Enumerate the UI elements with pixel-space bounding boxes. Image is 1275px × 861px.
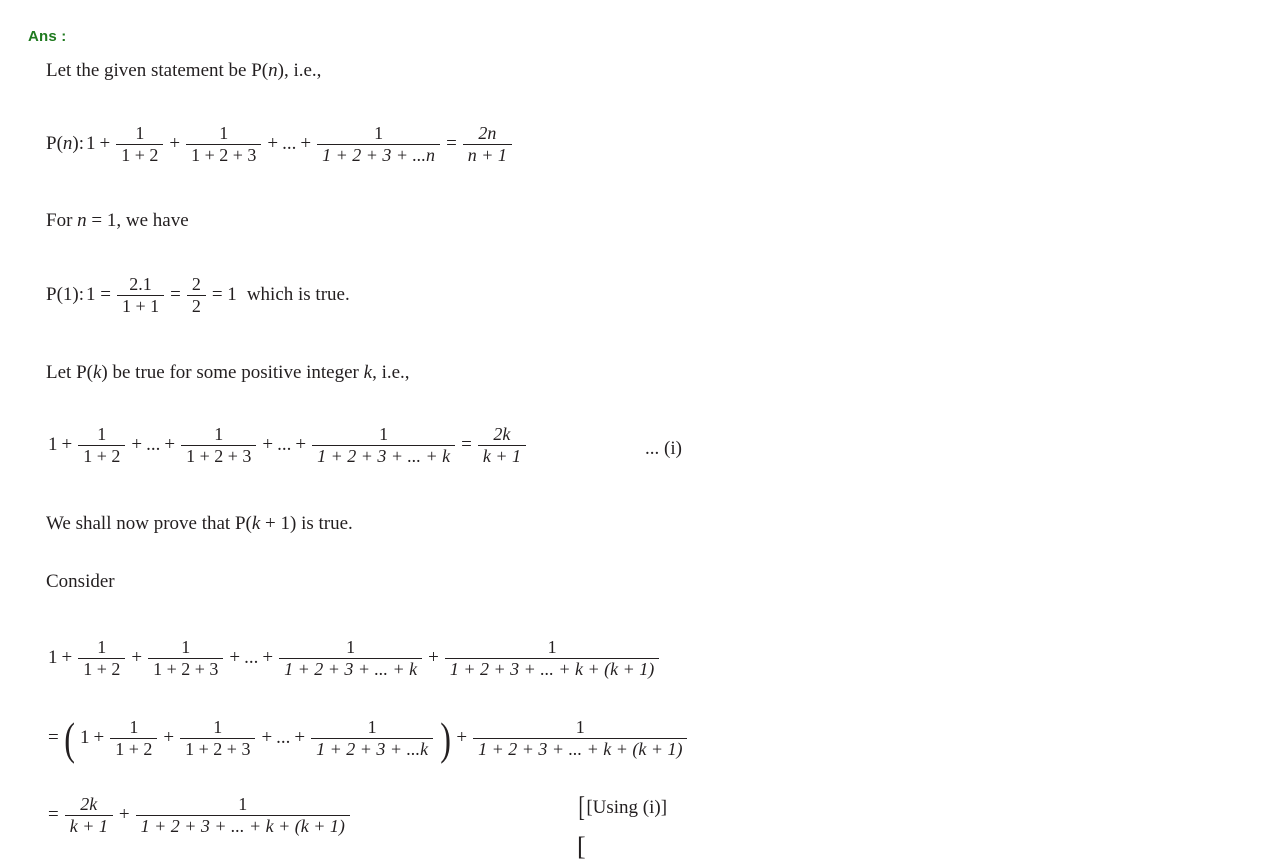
pk-assumption-line [46, 362, 410, 384]
expand-one: 1 [48, 647, 58, 669]
ellipsis-3: ... [277, 434, 292, 456]
p1-lhs: 1 = [86, 284, 111, 306]
for-n-equals-1-line [46, 210, 189, 232]
plus-17: + [261, 727, 273, 749]
plus-11: + [131, 647, 143, 669]
fraction-1-over-1plus2 [78, 425, 125, 466]
fraction-2n-over-nplus1 [463, 124, 512, 165]
frac-den: 1 + 2 [116, 144, 163, 165]
pk-text-3: , i.e., [372, 362, 410, 383]
frac-num: 1 [379, 424, 389, 444]
fraction-1-over-sum-kplus1 [445, 638, 659, 679]
ellipsis-2: ... [146, 434, 161, 456]
fraction-1-over-sum-kplus1 [473, 718, 687, 759]
fraction-1-over-1plus2 [116, 124, 163, 165]
plus-15: + [93, 727, 105, 749]
clipped-bracket-icon: [ [577, 832, 586, 861]
prove-text-1: We shall now prove that P( [46, 513, 252, 534]
equation-expand-line3 [46, 795, 354, 836]
expand2-one: 1 [80, 727, 90, 749]
intro-line [46, 60, 321, 82]
equals-4: = [48, 727, 59, 749]
frac-num: 1 [219, 123, 229, 143]
frac-num: 1 [181, 637, 191, 657]
variable-k: k [92, 362, 102, 383]
frac-den: k + 1 [65, 815, 113, 836]
frac-den: 1 + 2 + 3 + ... + k [279, 658, 422, 679]
ellipsis-5: ... [276, 727, 291, 749]
frac-den: n + 1 [463, 144, 512, 165]
open-paren: ( [64, 712, 75, 764]
frac-num: 2k [80, 794, 98, 814]
frac-num: 1 [97, 424, 107, 444]
prove-text-2: + 1) is true. [260, 513, 353, 534]
p1-trailing-text: which is true. [246, 284, 350, 306]
frac-num: 2 [191, 274, 201, 294]
frac-den: 1 + 2 + 3 + ... + k [312, 445, 455, 466]
frac-den: 1 + 2 + 3 [180, 738, 255, 759]
fraction-1-over-1plus2plus3 [186, 124, 261, 165]
fraction-1-over-sum-n [317, 124, 440, 165]
prove-line [46, 513, 353, 535]
frac-den: 1 + 2 + 3 + ...k [311, 738, 433, 759]
fraction-2point1-over-1plus1 [117, 275, 164, 316]
fraction-1-over-1plus2plus3 [181, 425, 256, 466]
frac-num: 1 [374, 123, 384, 143]
frac-den: 1 + 2 [78, 658, 125, 679]
plus-14: + [428, 647, 439, 669]
equation-expand-line1 [46, 638, 663, 679]
fraction-1-over-sum-k [312, 425, 455, 466]
plus-20: + [118, 804, 130, 826]
equals-5: = [48, 804, 59, 826]
fraction-1-over-sum-kplus1 [136, 795, 350, 836]
frac-num: 2k [493, 424, 511, 444]
frac-num: 1 [97, 637, 107, 657]
plus-7: + [164, 434, 176, 456]
using-i-note [577, 792, 668, 823]
frac-num: 1 [575, 717, 585, 737]
fraction-1-over-1plus2 [78, 638, 125, 679]
frac-num: 1 [346, 637, 356, 657]
frac-num: 1 [135, 123, 145, 143]
fraction-1-over-1plus2plus3 [148, 638, 223, 679]
intro-text-before: Let the given statement be P( [46, 60, 269, 81]
frac-num: 1 [238, 794, 248, 814]
plus-1: + [99, 133, 111, 155]
equation-expand-line2 [46, 712, 691, 764]
plus-5: + [61, 434, 73, 456]
variable-n: n [268, 60, 278, 81]
equation-pn [46, 124, 516, 165]
frac-den: 1 + 2 + 3 + ... + k + (k + 1) [445, 658, 659, 679]
p1-result: = 1 [211, 284, 237, 306]
fraction-2k-over-kplus1 [65, 795, 113, 836]
pk-one: 1 [48, 434, 58, 456]
frac-den: 1 + 2 [78, 445, 125, 466]
plus-4: + [300, 133, 312, 155]
frac-num: 1 [547, 637, 557, 657]
frac-den: k + 1 [478, 445, 526, 466]
frac-den: 1 + 1 [117, 295, 164, 316]
consider-line: Consider [46, 571, 115, 592]
equals-3: = [461, 434, 472, 456]
plus-13: + [262, 647, 274, 669]
variable-n: n [77, 210, 87, 231]
fraction-1-over-1plus2 [110, 718, 157, 759]
fraction-2-over-2 [187, 275, 206, 316]
pk-text-2: ) be true for some positive integer [101, 362, 364, 383]
pk-text-1: Let P( [46, 362, 93, 383]
frac-den: 1 + 2 + 3 [186, 144, 261, 165]
variable-k-3: k [251, 513, 261, 534]
ellipsis-1: ... [282, 133, 297, 155]
equation-p1 [46, 275, 352, 316]
equals-1: = [446, 133, 457, 155]
for-text: For [46, 210, 78, 231]
frac-den: 1 + 2 + 3 [148, 658, 223, 679]
frac-num: 2n [478, 123, 497, 143]
fraction-1-over-sum-k [279, 638, 422, 679]
frac-den: 1 + 2 + 3 + ... + k + (k + 1) [136, 815, 350, 836]
frac-den: 1 + 2 + 3 + ...n [317, 144, 440, 165]
frac-den: 2 [187, 295, 206, 316]
frac-num: 2.1 [129, 274, 152, 294]
equation-tag-i: ... (i) [645, 438, 682, 459]
clipped-bottom-row [0, 832, 1275, 861]
plus-9: + [295, 434, 307, 456]
frac-den: 1 + 2 + 3 [181, 445, 256, 466]
frac-num: 1 [214, 424, 224, 444]
plus-6: + [131, 434, 143, 456]
plus-12: + [229, 647, 241, 669]
pn-label: P(n): [46, 133, 85, 155]
intro-text-after: ), i.e., [277, 60, 322, 81]
plus-2: + [169, 133, 181, 155]
fraction-1-over-1plus2plus3 [180, 718, 255, 759]
equation-pk [46, 425, 530, 466]
plus-10: + [61, 647, 73, 669]
p1-label: P(1): [46, 284, 84, 306]
fraction-1-over-sum-k-dots [311, 718, 433, 759]
plus-16: + [163, 727, 175, 749]
ellipsis-4: ... [244, 647, 259, 669]
pn-one: 1 [86, 133, 96, 155]
frac-num: 1 [213, 717, 223, 737]
frac-den: 1 + 2 [110, 738, 157, 759]
plus-18: + [294, 727, 306, 749]
answer-label: Ans : [28, 28, 67, 45]
open-bracket: [ [578, 792, 585, 823]
close-paren: ) [440, 712, 452, 764]
variable-k-2: k [363, 362, 373, 383]
fraction-2k-over-kplus1 [478, 425, 526, 466]
plus-8: + [262, 434, 274, 456]
frac-den: 1 + 2 + 3 + ... + k + (k + 1) [473, 738, 687, 759]
frac-num: 1 [129, 717, 139, 737]
for-text-rest: = 1, we have [86, 210, 189, 231]
using-text: [Using (i)] [586, 796, 668, 818]
plus-19: + [456, 727, 468, 749]
frac-num: 1 [367, 717, 377, 737]
plus-3: + [267, 133, 279, 155]
equals-2: = [170, 284, 181, 306]
